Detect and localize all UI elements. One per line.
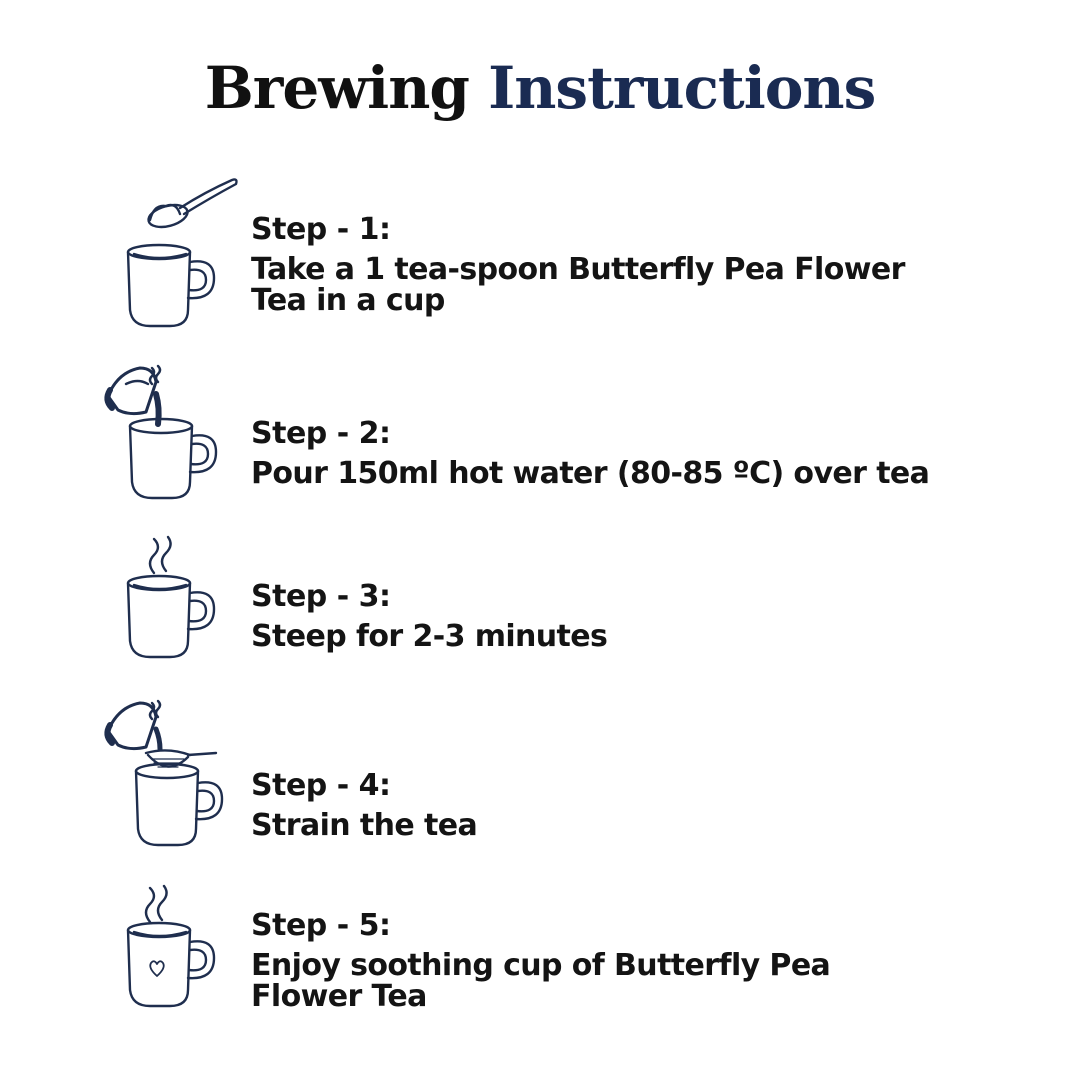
title-word-2: Instructions [488, 54, 876, 122]
step-1-label: Step - 1: [251, 212, 391, 247]
step-3-text [251, 579, 607, 652]
step-2-description: Pour 150ml hot water (80-85 ºC) over tea [251, 456, 930, 491]
step-2-label: Step - 2: [251, 416, 391, 451]
step-1-description: Take a 1 tea-spoon Butterfly Pea Flower Tea in a cup [251, 252, 905, 318]
title-word-1: Brewing [204, 54, 469, 122]
step-5-label: Step - 5: [251, 908, 391, 943]
page-title [0, 52, 1080, 124]
heart-cup-icon [110, 880, 250, 1030]
step-4-text [251, 768, 477, 841]
strainer-cup-icon [100, 695, 240, 855]
step-3 [0, 535, 1080, 670]
step-5-text [251, 908, 871, 1012]
step-4 [0, 695, 1080, 855]
step-3-description: Steep for 2-3 minutes [251, 619, 608, 654]
step-5 [0, 880, 1080, 1030]
kettle-pour-cup-icon [100, 360, 240, 510]
step-4-label: Step - 4: [251, 768, 391, 803]
spoon-cup-icon [110, 170, 250, 340]
step-1 [0, 170, 1080, 340]
steaming-cup-icon [110, 535, 250, 670]
step-2-text [251, 416, 929, 489]
step-2 [0, 360, 1080, 510]
step-1-text [251, 212, 951, 316]
step-4-description: Strain the tea [251, 808, 478, 843]
step-3-label: Step - 3: [251, 579, 391, 614]
step-5-description: Enjoy soothing cup of Butterfly Pea Flower Tea [251, 948, 831, 1014]
